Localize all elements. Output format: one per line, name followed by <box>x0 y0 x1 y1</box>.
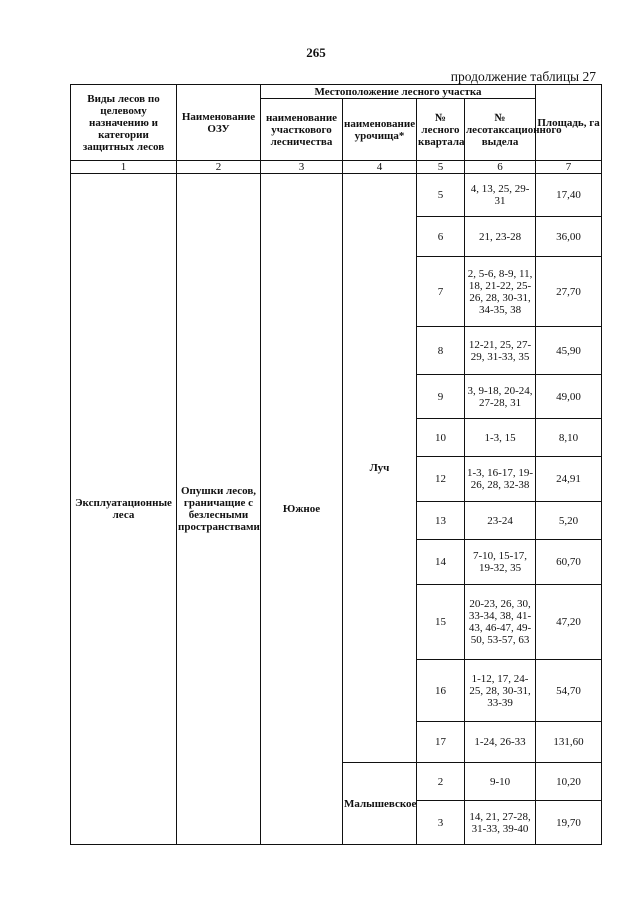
header-plot: № лесотаксационного выдела <box>465 99 536 161</box>
quarter-cell: 3 <box>417 801 465 845</box>
column-number: 1 <box>71 161 177 174</box>
header-district: наименование участкового лесничества <box>261 99 343 161</box>
area-cell: 24,91 <box>536 457 602 502</box>
area-cell: 36,00 <box>536 217 602 257</box>
column-number: 7 <box>536 161 602 174</box>
quarter-cell: 9 <box>417 375 465 419</box>
plot-cell: 14, 21, 27-28, 31-33, 39-40 <box>465 801 536 845</box>
area-cell: 45,90 <box>536 327 602 375</box>
plot-cell: 1-3, 15 <box>465 419 536 457</box>
plot-cell: 4, 13, 25, 29-31 <box>465 174 536 217</box>
header-area: Площадь, га <box>536 85 602 161</box>
table-caption: продолжение таблицы 27 <box>450 69 596 84</box>
column-number: 3 <box>261 161 343 174</box>
area-cell: 131,60 <box>536 722 602 763</box>
quarter-cell: 12 <box>417 457 465 502</box>
area-cell: 19,70 <box>536 801 602 845</box>
quarter-cell: 17 <box>417 722 465 763</box>
column-number: 2 <box>177 161 261 174</box>
plot-cell: 2, 5-6, 8-9, 11, 18, 21-22, 25-26, 28, 30-31, 34-35, 38 <box>465 257 536 327</box>
column-number: 4 <box>343 161 417 174</box>
area-cell: 49,00 <box>536 375 602 419</box>
plot-cell: 1-24, 26-33 <box>465 722 536 763</box>
header-location-group: Местоположение лесного участка <box>261 85 536 99</box>
plot-cell: 23-24 <box>465 502 536 540</box>
area-cell: 54,70 <box>536 660 602 722</box>
plot-cell: 21, 23-28 <box>465 217 536 257</box>
column-number: 6 <box>465 161 536 174</box>
area-cell: 47,20 <box>536 585 602 660</box>
quarter-cell: 10 <box>417 419 465 457</box>
plot-cell: 7-10, 15-17, 19-32, 35 <box>465 540 536 585</box>
header-ozu-name: Наименование ОЗУ <box>177 85 261 161</box>
quarter-cell: 5 <box>417 174 465 217</box>
plot-cell: 3, 9-18, 20-24, 27-28, 31 <box>465 375 536 419</box>
tract-name-cell: Малышевское <box>343 763 417 845</box>
area-cell: 60,70 <box>536 540 602 585</box>
plot-cell: 20-23, 26, 30, 33-34, 38, 41-43, 46-47, 49-50, 53-57, 63 <box>465 585 536 660</box>
area-cell: 8,10 <box>536 419 602 457</box>
quarter-cell: 13 <box>417 502 465 540</box>
quarter-cell: 7 <box>417 257 465 327</box>
quarter-cell: 14 <box>417 540 465 585</box>
table-row <box>71 174 602 217</box>
header-tract: наименование урочища* <box>343 99 417 161</box>
column-number-row <box>71 161 602 174</box>
ozu-name-cell: Опушки лесов, граничащие с безлесными пространствами <box>177 174 261 845</box>
quarter-cell: 2 <box>417 763 465 801</box>
quarter-cell: 16 <box>417 660 465 722</box>
plot-cell: 9-10 <box>465 763 536 801</box>
area-cell: 10,20 <box>536 763 602 801</box>
plot-cell: 12-21, 25, 27-29, 31-33, 35 <box>465 327 536 375</box>
header-forest-type: Виды лесов по целевому назначению и категории защитных лесов <box>71 85 177 161</box>
header-quarter: № лесного квартала <box>417 99 465 161</box>
plot-cell: 1-12, 17, 24-25, 28, 30-31, 33-39 <box>465 660 536 722</box>
quarter-cell: 6 <box>417 217 465 257</box>
forest-type-cell: Эксплуатационные леса <box>71 174 177 845</box>
area-cell: 5,20 <box>536 502 602 540</box>
quarter-cell: 8 <box>417 327 465 375</box>
plot-cell: 1-3, 16-17, 19-26, 28, 32-38 <box>465 457 536 502</box>
area-cell: 17,40 <box>536 174 602 217</box>
column-number: 5 <box>417 161 465 174</box>
tract-name-cell: Луч <box>343 174 417 763</box>
quarter-cell: 15 <box>417 585 465 660</box>
forest-table <box>70 84 602 845</box>
area-cell: 27,70 <box>536 257 602 327</box>
district-cell: Южное <box>261 174 343 845</box>
page-number: 265 <box>306 45 326 60</box>
